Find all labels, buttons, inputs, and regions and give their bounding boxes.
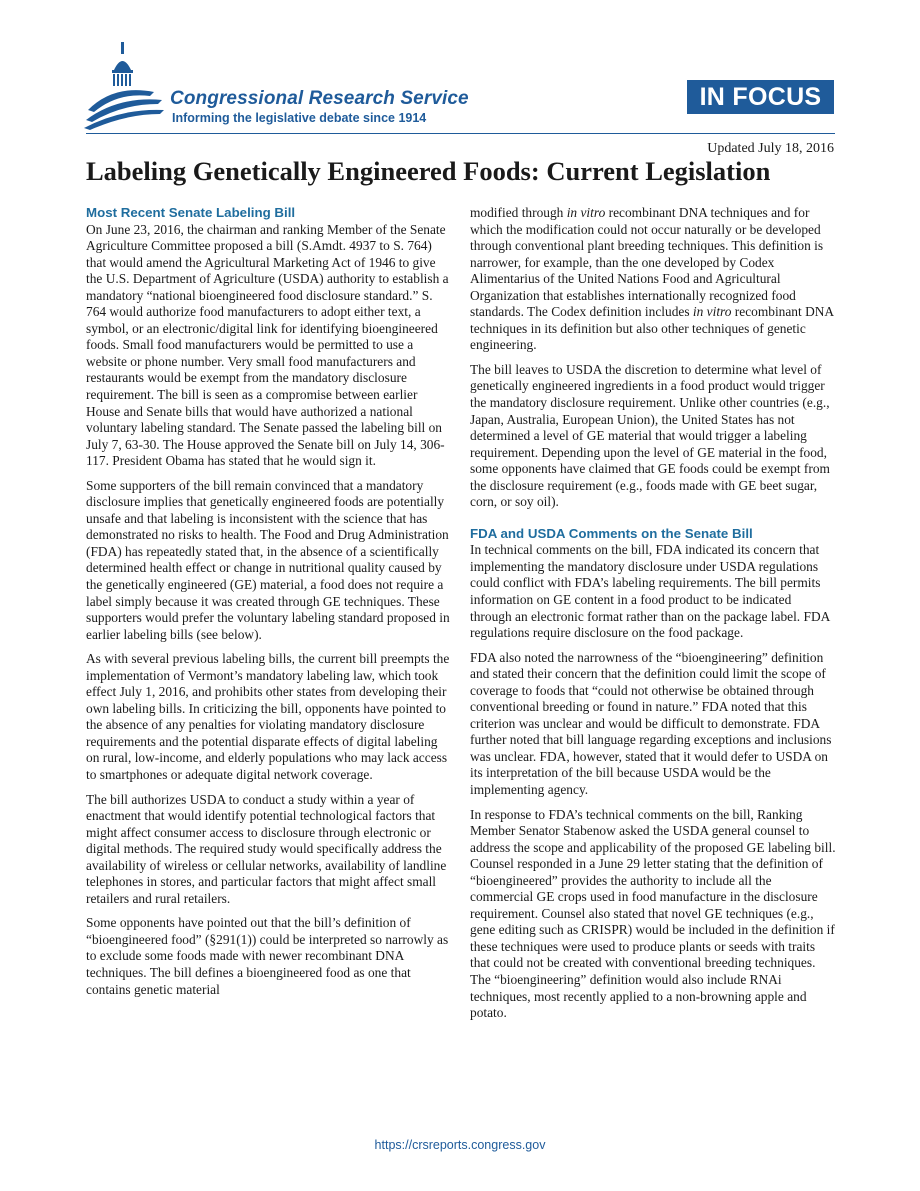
- spacer: [470, 519, 836, 526]
- header-divider: [86, 133, 835, 134]
- in-focus-badge: IN FOCUS: [687, 80, 834, 114]
- section-heading-senate-bill: Most Recent Senate Labeling Bill: [86, 205, 296, 220]
- paragraph: In response to FDA’s technical comments on the bill, Ranking Member Senator Stabenow asked the USDA general counsel to address the scope and applicability of the proposed GE labeling bill. Counsel responded in a June 29 letter stating that the definition of “bioengineered” provides the authority to include all the commercial GE crops used in food manufacture in the disclosure requirement. Counsel also stated that novel GE techniques (e.g., gene editing such as CRISPR) would be included in the definition if these techniques were used to produce plants or seeds with traits that could not be created with conventional breeding techniques. The “bioengineering” definition would also include RNAi techniques, most recently applied to a non-browning apple and potato.: [470, 806, 836, 1021]
- crs-logo: [84, 40, 504, 130]
- paragraph: In technical comments on the bill, FDA indicated its concern that implementing the mandatory disclosure under USDA regulations could conflict with FDA’s labeling requirements. The bill permits information on GE content in a food product to be indicated through an electronic format rather than on the package label. FDA regulations require disclosure on the food package.: [470, 542, 830, 641]
- italic-term: in vitro: [566, 205, 606, 220]
- text-run: recombinant DNA techniques in its definition but also other techniques of genetic engineering.: [470, 304, 834, 353]
- paragraph: Some supporters of the bill remain convinced that a mandatory disclosure implies that genetically engineered foods are potentially unsafe and that labeling is inconsistent with the science that has demonstrated no risks to health. The Food and Drug Administration (FDA) has repeatedly stated that, in the absence of a scientifically determined health effect or change in nutritional quality caused by the genetically engineered (GE) material, a food does not require a label simply because it was created through GE techniques. These supporters would prefer the voluntary labeling standard proposed in earlier labeling bills (see below).: [86, 477, 450, 642]
- text-run: modified through: [470, 205, 567, 220]
- right-column: [470, 205, 836, 1030]
- paragraph: The bill authorizes USDA to conduct a study within a year of enactment that would identify potential technological factors that might affect consumer access to disclosure through electronic or digital methods. The required study would specifically address the availability of wireless or cellular networks, availability of landline telephones in stores, and particular factors that might affect small retailers and rural retailers.: [86, 791, 447, 906]
- paragraph: [470, 205, 836, 354]
- updated-date: Updated July 18, 2016: [707, 141, 834, 156]
- capitol-dome-icon: [84, 40, 166, 130]
- paragraph: As with several previous labeling bills, the current bill preempts the implementation of Vermont’s mandatory labeling law, which took effect July 1, 2016, and prohibits other states from developing their own labeling bills. In criticizing the bill, opponents have pointed to the absence of any penalties for violating mandatory disclosure requirements and the potential disparate effects of digital labeling on rural, low-income, and elderly populations who may lack access to smartphones or adequate digital network coverage.: [86, 651, 450, 782]
- paragraph: On June 23, 2016, the chairman and ranking Member of the Senate Agriculture Committee proposed a bill (S.Amdt. 4937 to S. 764) that would amend the Agricultural Marketing Act of 1946 to give the U.S. Department of Agriculture (USDA) authority to establish a mandatory “national bioengineered food disclosure standard.” S. 764 would authorize food manufacturers to adopt either text, a symbol, or an electronic/digital link for identifying bioengineered foods. Small food manufacturers would be permitted to use a website or phone number. Very small food manufacturers and restaurants would be exempt from the mandatory disclosure requirement. The bill is seen as a compromise between earlier House and Senate bills that would have authorized a national voluntary labeling standard. The Senate passed the labeling bill on July 7, 63-30. The House approved the Senate bill on July 14, 306-117. President Obama has stated that he would sign it.: [86, 221, 449, 469]
- left-column: [86, 205, 452, 1006]
- italic-term: in vitro: [692, 304, 732, 320]
- document-title: Labeling Genetically Engineered Foods: Current Legislation: [86, 156, 771, 186]
- paragraph: FDA also noted the narrowness of the “bioengineering” definition and stated their concern that the definition could limit the scope of coverage to foods that “could not otherwise be obtained through conventional breeding or found in nature.” FDA noted that this criterion was unclear and would be difficult to demonstrate. FDA further noted that bill language regarding exceptions and inclusions was unclear. FDA, however, stated that it would defer to USDA on its interpretation of the bill because USDA would be the implementing agency.: [470, 649, 832, 797]
- paragraph: Some opponents have pointed out that the bill’s definition of “bioengineered food” (§291(1)) could be interpreted so narrowly as to exclude some foods made with newer recombinant DNA techniques. The bill defines a bioengineered food as one that contains genetic material: [86, 915, 449, 997]
- org-name: Congressional Research Service: [170, 88, 469, 109]
- section-heading-fda-usda: FDA and USDA Comments on the Senate Bill: [470, 525, 753, 541]
- footer-url-link[interactable]: https://crsreports.congress.gov: [374, 1138, 546, 1152]
- paragraph: The bill leaves to USDA the discretion to determine what level of genetically engineered ingredients in a food product would trigger the mandatory disclosure requirement. Unlike other countries (e.g., Japan, Australia, European Union), the United States has not determined a level of GE material that would trigger a labeling requirement. Depending upon the level of GE material in the food, some opponents have claimed that GE foods could be exempt from the disclosure requirement (e.g., foods made with GE beet sugar, corn, or soy oil).: [470, 361, 830, 510]
- org-tagline: Informing the legislative debate since 1914: [172, 111, 427, 125]
- text-run: recombinant DNA techniques and for which the modification could not occur naturally or be developed through conventional plant breeding techniques. This definition is narrower, for example, than the one developed by Codex Alimentarius of the United Nations Food and Agricultural Organization that establishes internationally recognized food standards. The Codex definition includes: [470, 205, 824, 320]
